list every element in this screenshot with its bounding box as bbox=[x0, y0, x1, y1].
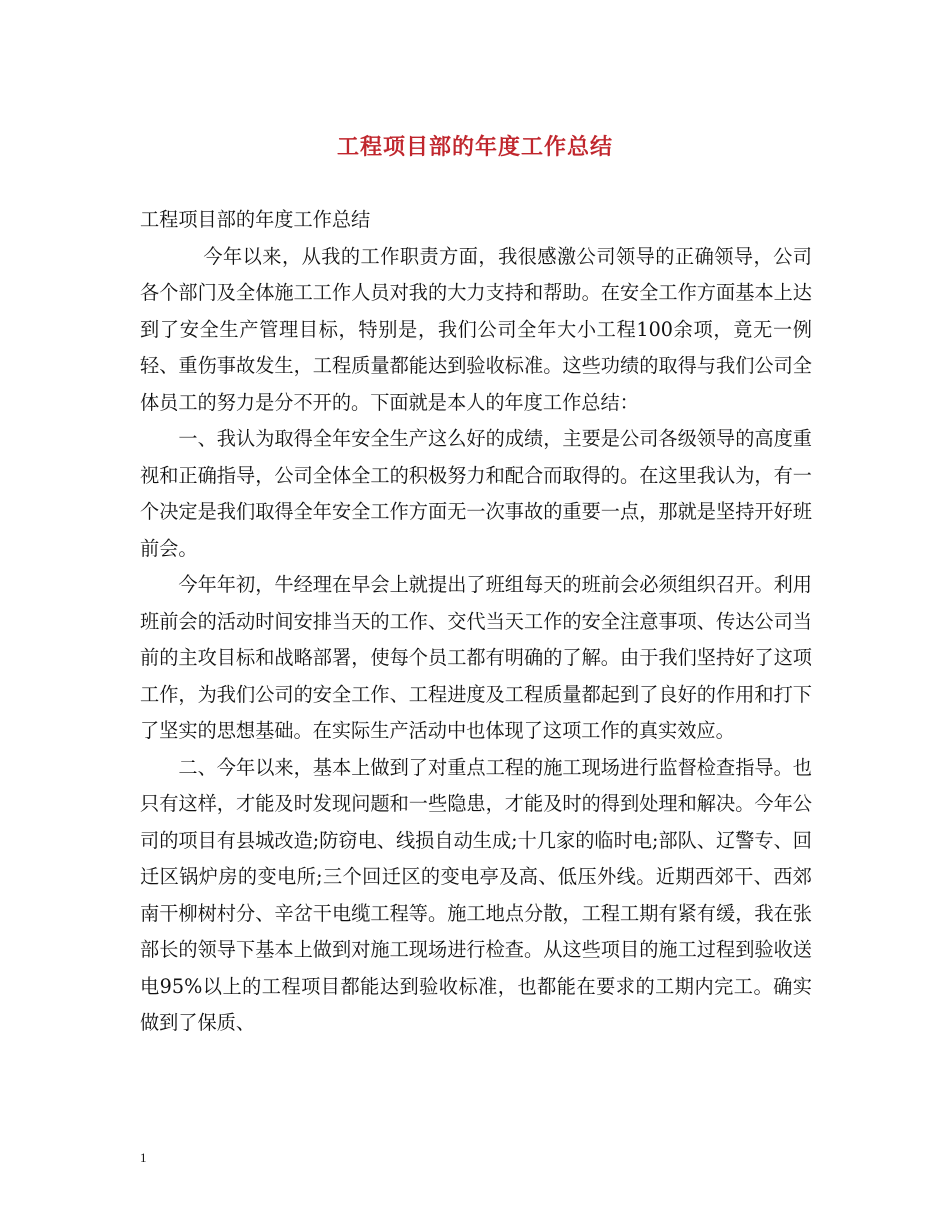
document-title: 工程项目部的年度工作总结 bbox=[336, 134, 613, 160]
document-subtitle: 工程项目部的年度工作总结 bbox=[140, 208, 371, 231]
page-number: 1 bbox=[140, 1150, 147, 1165]
paragraph-morning-meeting: 今年年初，牛经理在早会上就提出了班组每天的班前会必须组织召开。利用班前会的活动时间安排当天的工作、交代当天工作的安全注意事项、传达公司当前的主攻目标和战略部署，使每个员工都有明确的了解。由于我们坚持好了这项工作，为我们公司的安全工作、工程进度及工程质量都起到了良好的作用和打下了坚实的思想基础。在实际生产活动中也体现了这项工作的真实效应。 bbox=[140, 573, 812, 742]
document-body bbox=[140, 202, 812, 1042]
paragraph-intro: 今年以来，从我的工作职责方面，我很感激公司领导的正确领导，公司各个部门及全体施工工作人员对我的大力支持和帮助。在安全工作方面基本上达到了安全生产管理目标，特别是，我们公司全年大小工程100余项，竟无一例轻、重伤事故发生，工程质量都能达到验收标准。这些功绩的取得与我们公司全体员工的努力是分不开的。下面就是本人的年度工作总结： bbox=[140, 244, 812, 414]
paragraph-section-two: 二、今年以来，基本上做到了对重点工程的施工现场进行监督检查指导。也只有这样，才能及时发现问题和一些隐患，才能及时的得到处理和解决。今年公司的项目有县城改造;防窃电、线损自动生成;十几家的临时电;部队、辽警专、回迁区锅炉房的变电所;三个回迁区的变电亭及高、低压外线。近期西郊干、西郊南干柳树村分、辛岔干电缆工程等。施工地点分散，工程工期有紧有缓，我在张部长的领导下基本上做到对施工现场进行检查。从这些项目的施工过程到验收送电95%以上的工程项目都能达到验收标准，也都能在要求的工期内完工。确实做到了保质、 bbox=[140, 755, 812, 1034]
paragraph-section-one: 一、我认为取得全年安全生产这么好的成绩，主要是公司各级领导的高度重视和正确指导，公司全体全工的积极努力和配合而取得的。在这里我认为，有一个决定是我们取得全年安全工作方面无一次事故的重要一点，那就是坚持开好班前会。 bbox=[140, 427, 812, 560]
